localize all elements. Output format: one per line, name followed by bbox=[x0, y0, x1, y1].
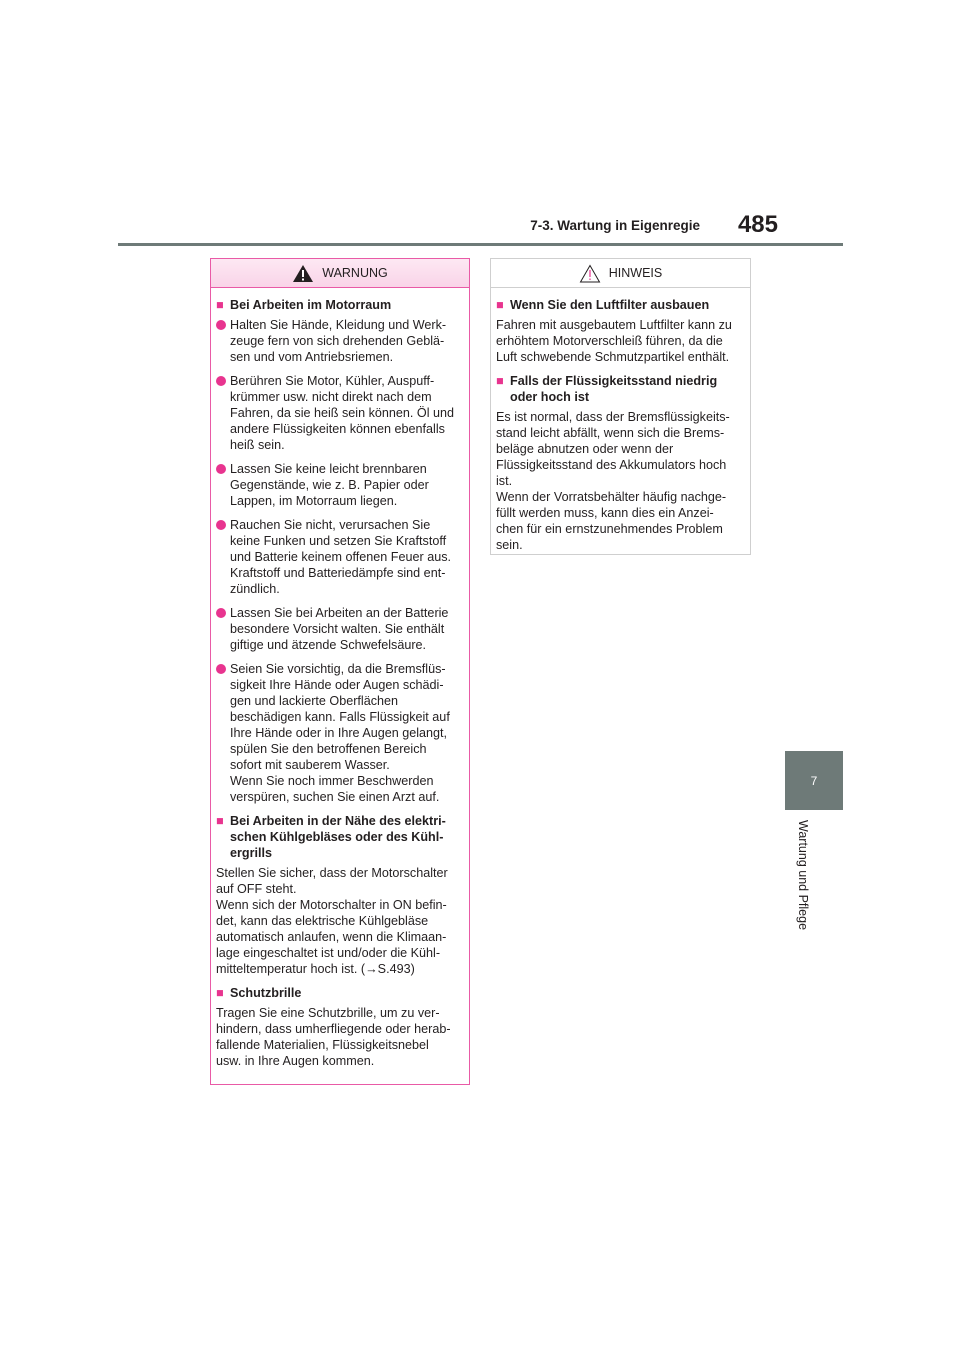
round-bullet-icon bbox=[216, 320, 226, 330]
bullet-text-line: zündlich. bbox=[230, 582, 280, 596]
chapter-label: Wartung und Pflege bbox=[796, 820, 810, 931]
bullet-text-line: Wenn Sie noch immer Beschwerden bbox=[230, 774, 434, 788]
section-heading-line: Wenn Sie den Luftfilter ausbauen bbox=[510, 298, 710, 312]
bullet-text-line: Halten Sie Hände, Kleidung und Werk- bbox=[230, 318, 447, 332]
bullet-text-line: beschädigen kann. Falls Flüssigkeit auf bbox=[230, 710, 450, 724]
page-number: 485 bbox=[737, 211, 778, 238]
bullet-text-line: Kraftstoff und Batteriedämpfe sind ent- bbox=[230, 566, 446, 580]
section-heading bbox=[216, 813, 463, 861]
bullet-text-line: und Batterie keinem offenen Feuer aus. bbox=[230, 550, 451, 564]
bullet-item bbox=[216, 317, 463, 365]
note-header bbox=[491, 259, 750, 288]
section-heading bbox=[496, 373, 744, 405]
paragraph-line: erhöhtem Motorverschleiß führen, da die bbox=[496, 334, 723, 348]
paragraph-line: det, kann das elektrische Kühlgebläse bbox=[216, 914, 429, 928]
warning-content bbox=[211, 288, 469, 1069]
section-title: 7-3. Wartung in Eigenregie bbox=[530, 218, 700, 233]
square-bullet-icon: ■ bbox=[216, 298, 224, 312]
section-heading-line: Falls der Flüssigkeitsstand niedrig bbox=[510, 374, 718, 388]
warning-title: WARNUNG bbox=[322, 266, 388, 280]
paragraph bbox=[216, 1005, 463, 1069]
paragraph-line: mitteltemperatur hoch ist. (→S.493) bbox=[216, 962, 415, 976]
bullet-text-line: Lassen Sie bei Arbeiten an der Batterie bbox=[230, 606, 449, 620]
bullet-text-line: giftige und ätzende Schwefelsäure. bbox=[230, 638, 427, 652]
caution-triangle-icon bbox=[579, 264, 601, 283]
paragraph bbox=[216, 865, 463, 977]
warning-triangle-icon bbox=[292, 264, 314, 283]
paragraph-line: hindern, dass umherfliegende oder herab- bbox=[216, 1022, 451, 1036]
paragraph-line: stand leicht abfällt, wenn sich die Brems- bbox=[496, 426, 725, 440]
bullet-text-line: Lassen Sie keine leicht brennbaren bbox=[230, 462, 427, 476]
bullet-text-line: sofort mit sauberem Wasser. bbox=[230, 758, 390, 772]
bullet-item bbox=[216, 373, 463, 453]
paragraph-line: Luft schwebende Schmutzpartikel enthält. bbox=[496, 350, 730, 364]
paragraph-line: lage eingeschaltet ist und/oder die Kühl- bbox=[216, 946, 441, 960]
section-heading-line: oder hoch ist bbox=[510, 390, 590, 404]
header-divider bbox=[118, 243, 843, 246]
section-heading-line: Bei Arbeiten im Motorraum bbox=[230, 298, 392, 312]
paragraph bbox=[496, 317, 744, 365]
bullet-text-line: heiß sein. bbox=[230, 438, 285, 452]
bullet-text-line: zeuge fern von sich drehenden Geblä- bbox=[230, 334, 445, 348]
chapter-number: 7 bbox=[810, 773, 818, 788]
warning-header bbox=[211, 259, 469, 288]
paragraph-line: sein. bbox=[496, 538, 523, 552]
paragraph-line: beläge abnutzen oder wenn der bbox=[496, 442, 674, 456]
paragraph-line: Flüssigkeitsstand des Akkumulators hoch bbox=[496, 458, 727, 472]
square-bullet-icon: ■ bbox=[216, 986, 224, 1000]
bullet-text-line: besondere Vorsicht walten. Sie enthält bbox=[230, 622, 445, 636]
bullet-item bbox=[216, 461, 463, 509]
section-heading-line: schen Kühlgebläses oder des Kühl- bbox=[230, 830, 444, 844]
section-heading bbox=[216, 985, 463, 1001]
round-bullet-icon bbox=[216, 376, 226, 386]
bullet-text-line: Rauchen Sie nicht, verursachen Sie bbox=[230, 518, 431, 532]
section-heading bbox=[496, 297, 744, 313]
chapter-tab[interactable] bbox=[785, 751, 843, 810]
bullet-text-line: Gegenstände, wie z. B. Papier oder bbox=[230, 478, 429, 492]
bullet-text-line: spülen Sie den betroffenen Bereich bbox=[230, 742, 427, 756]
section-heading-line: Bei Arbeiten in der Nähe des elektri- bbox=[230, 814, 446, 828]
note-title: HINWEIS bbox=[608, 266, 663, 280]
paragraph-line: Stellen Sie sicher, dass der Motorschalter bbox=[216, 866, 448, 880]
note-content bbox=[491, 288, 750, 553]
paragraph-line: ist. bbox=[496, 474, 513, 488]
paragraph-line: Tragen Sie eine Schutzbrille, um zu ver- bbox=[216, 1006, 440, 1020]
bullet-item bbox=[216, 661, 463, 805]
note-box bbox=[490, 258, 751, 555]
paragraph-line: auf OFF steht. bbox=[216, 882, 297, 896]
paragraph-line: Wenn sich der Motorschalter in ON befin- bbox=[216, 898, 447, 912]
paragraph-line: fallende Materialien, Flüssigkeitsnebel bbox=[216, 1038, 429, 1052]
bullet-item bbox=[216, 517, 463, 597]
round-bullet-icon bbox=[216, 608, 226, 618]
section-heading-line: Schutzbrille bbox=[230, 986, 302, 1000]
round-bullet-icon bbox=[216, 464, 226, 474]
bullet-text-line: krümmer usw. nicht direkt nach dem bbox=[230, 390, 432, 404]
bullet-text-line: Seien Sie vorsichtig, da die Bremsflüs- bbox=[230, 662, 446, 676]
square-bullet-icon: ■ bbox=[216, 814, 224, 828]
bullet-text-line: Berühren Sie Motor, Kühler, Auspuff- bbox=[230, 374, 435, 388]
bullet-text-line: sen und vom Antriebsriemen. bbox=[230, 350, 394, 364]
round-bullet-icon bbox=[216, 520, 226, 530]
paragraph-line: usw. in Ihre Augen kommen. bbox=[216, 1054, 375, 1068]
section-heading-line: ergrills bbox=[230, 846, 272, 860]
paragraph-line: automatisch anlaufen, wenn die Klimaan- bbox=[216, 930, 447, 944]
bullet-text-line: Ihre Hände oder in Ihre Augen gelangt, bbox=[230, 726, 448, 740]
paragraph-line: Es ist normal, dass der Bremsflüssigkeits- bbox=[496, 410, 730, 424]
square-bullet-icon: ■ bbox=[496, 298, 504, 312]
round-bullet-icon bbox=[216, 664, 226, 674]
section-heading bbox=[216, 297, 463, 313]
bullet-text-line: gen und lackierte Oberflächen bbox=[230, 694, 399, 708]
bullet-text-line: verspüren, suchen Sie einen Arzt auf. bbox=[230, 790, 440, 804]
bullet-text-line: Lappen, im Motorraum liegen. bbox=[230, 494, 398, 508]
bullet-item bbox=[216, 605, 463, 653]
bullet-text-line: andere Flüssigkeiten können ebenfalls bbox=[230, 422, 445, 436]
paragraph bbox=[496, 409, 744, 553]
bullet-text-line: keine Funken und setzen Sie Kraftstoff bbox=[230, 534, 447, 548]
paragraph-line: chen für ein ernstzunehmendes Problem bbox=[496, 522, 723, 536]
paragraph-line: füllt werden muss, kann dies ein Anzei- bbox=[496, 506, 714, 520]
square-bullet-icon: ■ bbox=[496, 374, 504, 388]
bullet-text-line: Fahren, da sie heiß sein können. Öl und bbox=[230, 406, 455, 420]
warning-box bbox=[210, 258, 470, 1085]
paragraph-line: Wenn der Vorratsbehälter häufig nachge- bbox=[496, 490, 727, 504]
bullet-text-line: sigkeit Ihre Hände oder Augen schädi- bbox=[230, 678, 444, 692]
paragraph-line: Fahren mit ausgebautem Luftfilter kann zu bbox=[496, 318, 732, 332]
